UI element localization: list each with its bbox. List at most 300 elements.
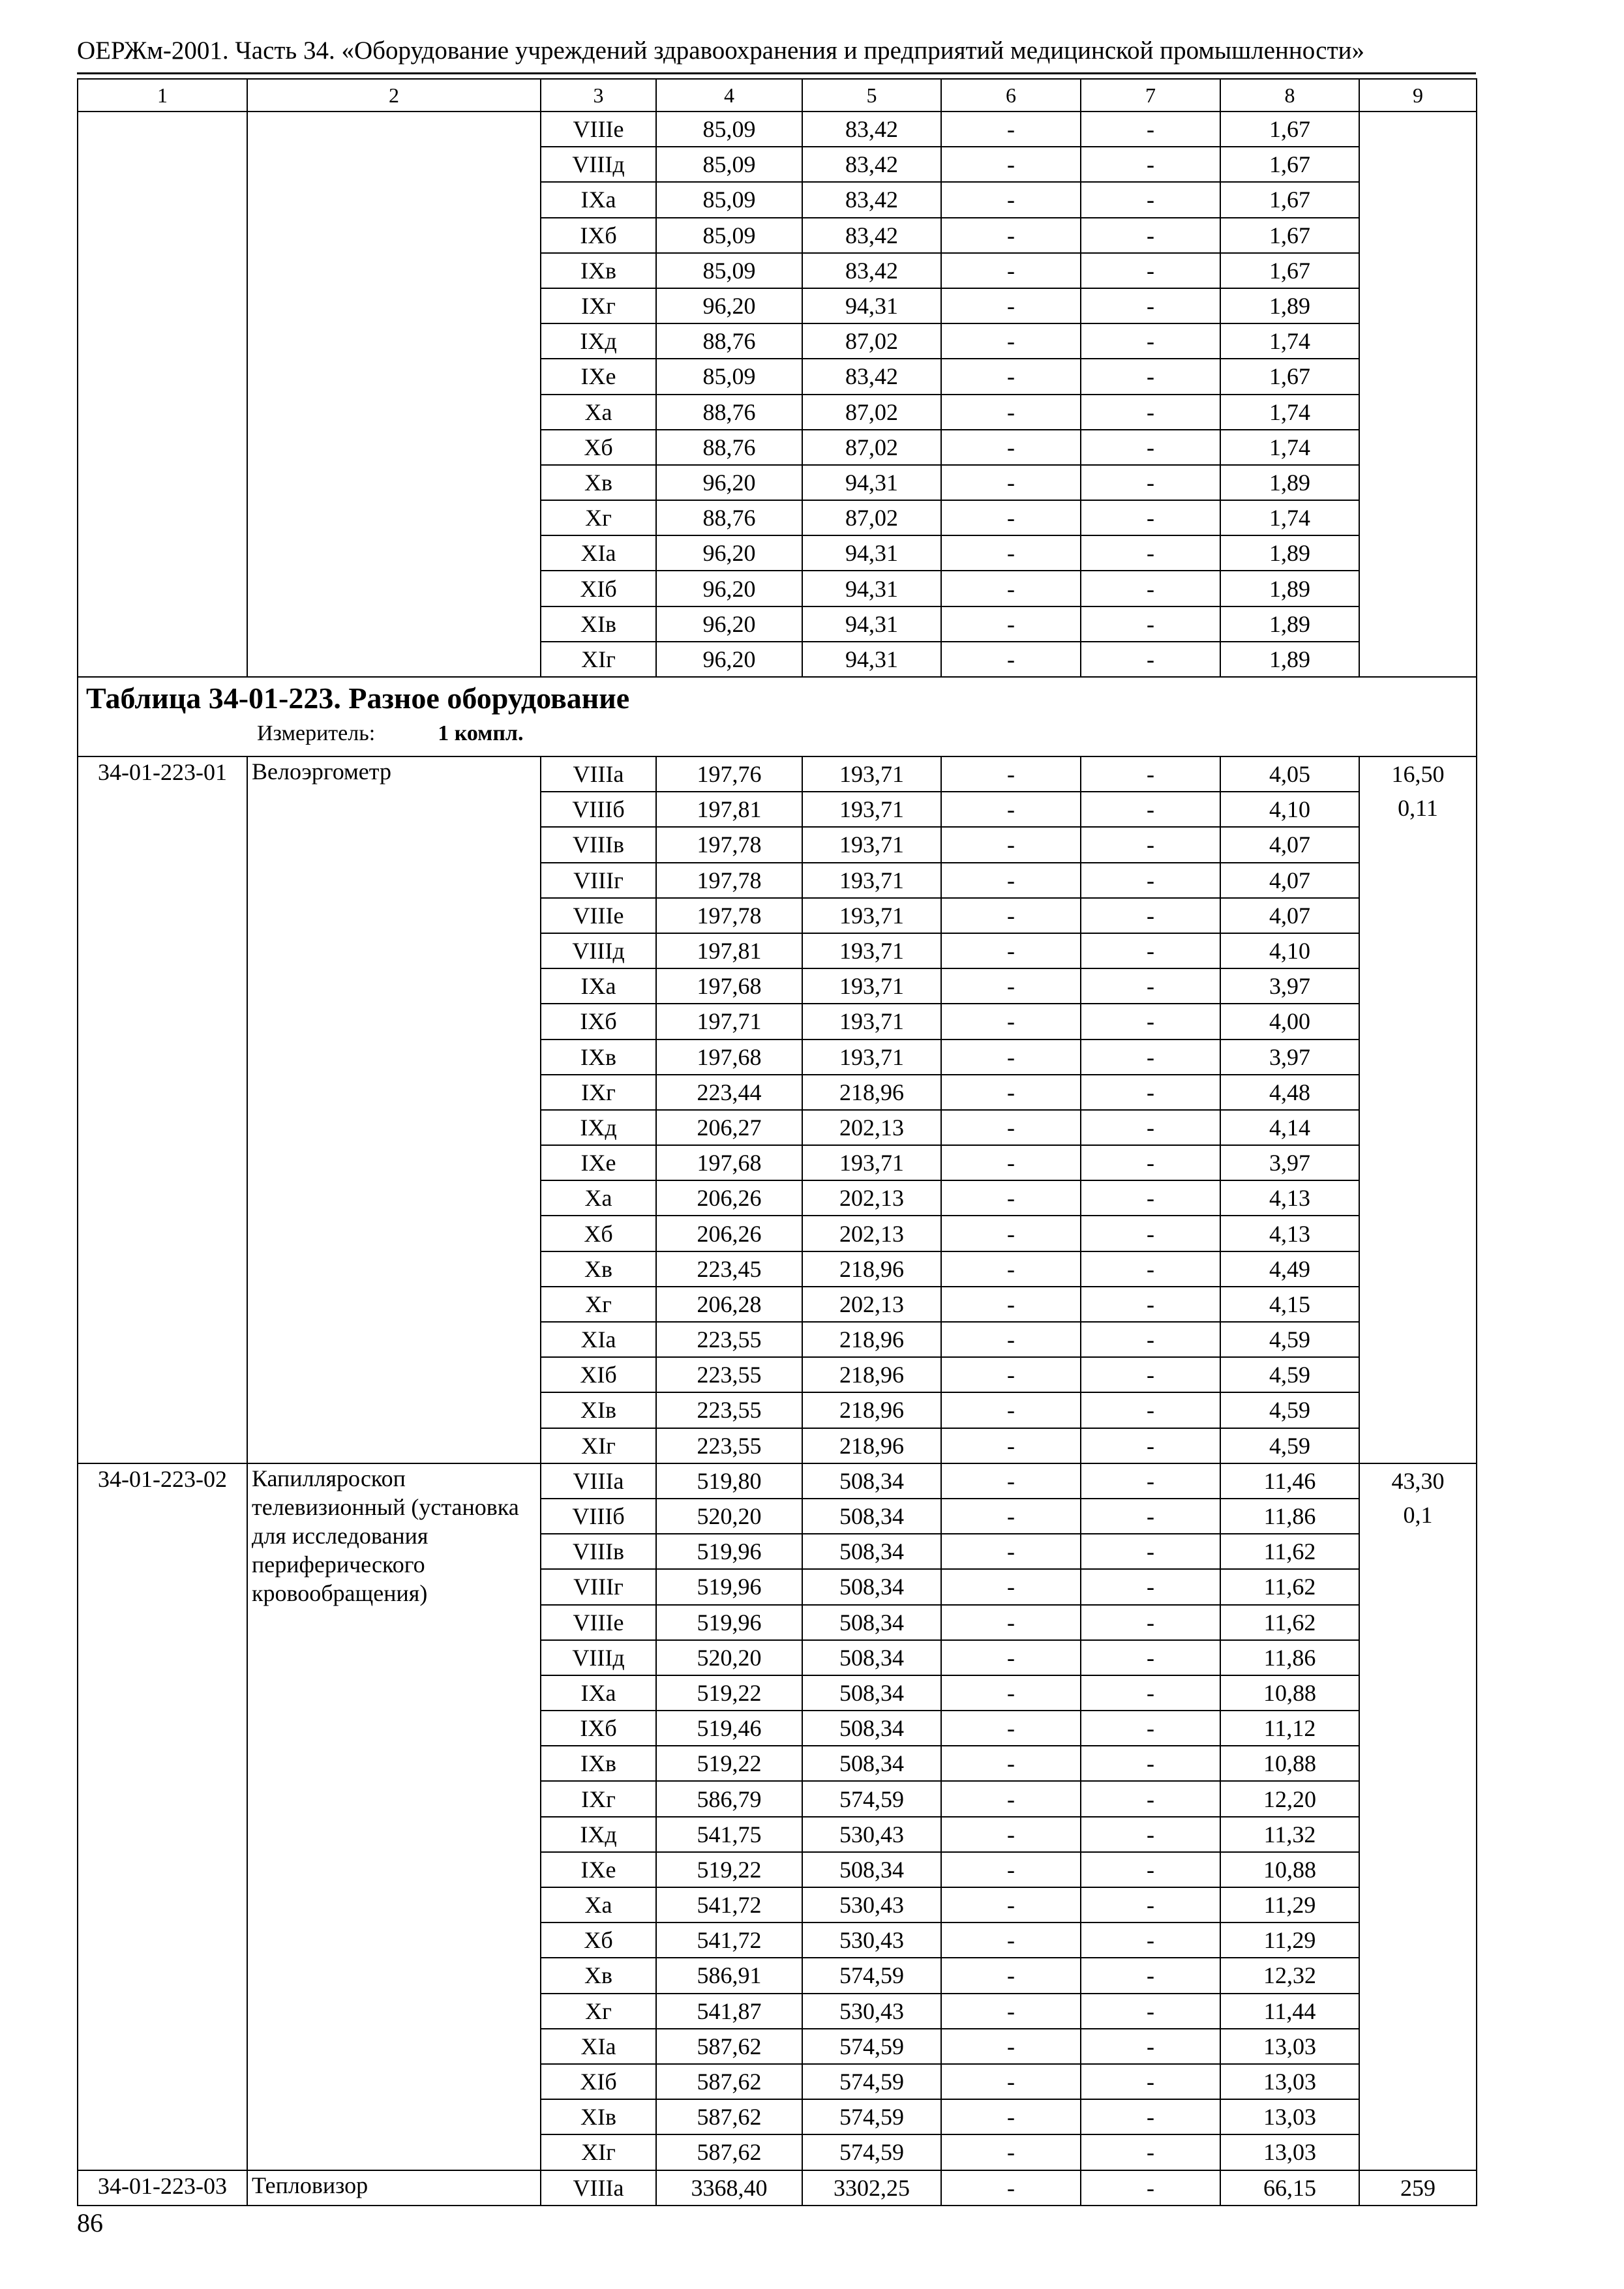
- item-extra-values: [1359, 2170, 1477, 2206]
- value-col8: 1,67: [1220, 218, 1359, 253]
- extra-value: 259: [1400, 2174, 1436, 2201]
- value-col8: 4,49: [1220, 1251, 1359, 1287]
- value-col4: 88,76: [656, 395, 802, 430]
- value-col7: -: [1081, 1958, 1220, 1993]
- value-col4: 519,96: [656, 1534, 802, 1569]
- table-row: [78, 2170, 1477, 2206]
- meter-label: Измеритель:: [257, 721, 376, 745]
- value-col6: -: [941, 1392, 1081, 1428]
- value-col7: -: [1081, 1922, 1220, 1958]
- value-col5: 83,42: [802, 147, 941, 182]
- value-col8: 1,67: [1220, 182, 1359, 217]
- value-col6: -: [941, 1569, 1081, 1604]
- value-col4: 96,20: [656, 642, 802, 677]
- value-col5: 530,43: [802, 1922, 941, 1958]
- column-number: 3: [541, 79, 656, 112]
- column-number: 6: [941, 79, 1081, 112]
- value-col4: 197,76: [656, 756, 802, 792]
- value-col8: 11,29: [1220, 1887, 1359, 1922]
- zone-cell: Xб: [541, 430, 656, 465]
- value-col6: -: [941, 1534, 1081, 1569]
- value-col7: -: [1081, 288, 1220, 323]
- zone-cell: VIIIе: [541, 1605, 656, 1640]
- value-col5: 193,71: [802, 756, 941, 792]
- value-col8: 4,07: [1220, 898, 1359, 933]
- zone-cell: VIIIб: [541, 1499, 656, 1534]
- value-col8: 11,62: [1220, 1605, 1359, 1640]
- zone-cell: XIб: [541, 2064, 656, 2099]
- value-col4: 587,62: [656, 2029, 802, 2064]
- value-col4: 96,20: [656, 535, 802, 571]
- value-col7: -: [1081, 1040, 1220, 1075]
- value-col5: 87,02: [802, 323, 941, 359]
- value-col6: -: [941, 430, 1081, 465]
- value-col6: -: [941, 359, 1081, 394]
- value-col8: 11,86: [1220, 1640, 1359, 1675]
- value-col5: 87,02: [802, 430, 941, 465]
- value-col5: 3302,25: [802, 2170, 941, 2206]
- value-col6: -: [941, 1110, 1081, 1145]
- value-col6: -: [941, 1357, 1081, 1392]
- value-col6: -: [941, 1675, 1081, 1711]
- extra-value: 0,11: [1398, 795, 1438, 822]
- value-col6: -: [941, 395, 1081, 430]
- value-col6: -: [941, 1852, 1081, 1887]
- item-extra-values: [1359, 1463, 1477, 2170]
- value-col4: 88,76: [656, 430, 802, 465]
- value-col7: -: [1081, 465, 1220, 500]
- value-col4: 85,09: [656, 359, 802, 394]
- value-col8: 12,20: [1220, 1781, 1359, 1816]
- value-col8: 3,97: [1220, 968, 1359, 1004]
- zone-cell: XIа: [541, 1322, 656, 1357]
- column-number-row: [78, 79, 1477, 112]
- value-col6: -: [941, 2029, 1081, 2064]
- value-col7: -: [1081, 1004, 1220, 1039]
- value-col4: 223,55: [656, 1357, 802, 1392]
- value-col7: -: [1081, 1216, 1220, 1251]
- value-col6: -: [941, 253, 1081, 288]
- value-col6: -: [941, 606, 1081, 642]
- value-col7: -: [1081, 535, 1220, 571]
- value-col8: 4,59: [1220, 1428, 1359, 1463]
- value-col5: 218,96: [802, 1075, 941, 1110]
- column-number: 5: [802, 79, 941, 112]
- value-col6: -: [941, 898, 1081, 933]
- value-col4: 223,55: [656, 1428, 802, 1463]
- column-number: 7: [1081, 79, 1220, 112]
- value-col4: 586,91: [656, 1958, 802, 1993]
- item-name: Капилляроскоп телевизионный (установка для исследования периферического кровообращения): [247, 1463, 541, 2170]
- zone-cell: VIIIг: [541, 1569, 656, 1604]
- value-col7: -: [1081, 1534, 1220, 1569]
- value-col7: -: [1081, 1569, 1220, 1604]
- value-col5: 94,31: [802, 465, 941, 500]
- zone-cell: IXа: [541, 1675, 656, 1711]
- value-col5: 508,34: [802, 1463, 941, 1499]
- zone-cell: Xб: [541, 1922, 656, 1958]
- zone-cell: IXб: [541, 1004, 656, 1039]
- value-col8: 11,62: [1220, 1534, 1359, 1569]
- value-col8: 11,12: [1220, 1711, 1359, 1746]
- value-col6: -: [941, 2099, 1081, 2134]
- zone-cell: XIа: [541, 535, 656, 571]
- value-col7: -: [1081, 182, 1220, 217]
- value-col4: 96,20: [656, 571, 802, 606]
- rates-table: [77, 78, 1477, 2206]
- value-col6: -: [941, 1287, 1081, 1322]
- zone-cell: IXв: [541, 1040, 656, 1075]
- table-row: [78, 756, 1477, 792]
- value-col5: 83,42: [802, 182, 941, 217]
- value-col5: 94,31: [802, 535, 941, 571]
- value-col8: 11,29: [1220, 1922, 1359, 1958]
- zone-cell: VIIIа: [541, 1463, 656, 1499]
- value-col5: 193,71: [802, 827, 941, 862]
- value-col4: 197,78: [656, 898, 802, 933]
- value-col6: -: [941, 1322, 1081, 1357]
- value-col7: -: [1081, 1817, 1220, 1852]
- column-number: 4: [656, 79, 802, 112]
- zone-cell: VIIIд: [541, 1640, 656, 1675]
- value-col8: 1,67: [1220, 253, 1359, 288]
- column-number: 9: [1359, 79, 1477, 112]
- value-col6: -: [941, 2170, 1081, 2206]
- value-col8: 4,14: [1220, 1110, 1359, 1145]
- value-col7: -: [1081, 253, 1220, 288]
- page-header: ОЕРЖм-2001. Часть 34. «Оборудование учреждений здравоохранения и предприятий медицинской промышленности»: [77, 37, 1364, 65]
- value-col6: -: [941, 1428, 1081, 1463]
- value-col7: -: [1081, 1110, 1220, 1145]
- value-col4: 541,75: [656, 1817, 802, 1852]
- value-col4: 197,78: [656, 863, 802, 898]
- zone-cell: IXг: [541, 288, 656, 323]
- zone-cell: IXа: [541, 968, 656, 1004]
- value-col7: -: [1081, 1994, 1220, 2029]
- extra-value: 43,30: [1391, 1467, 1445, 1494]
- value-col4: 587,62: [656, 2064, 802, 2099]
- value-col7: -: [1081, 571, 1220, 606]
- zone-cell: XIа: [541, 2029, 656, 2064]
- value-col5: 530,43: [802, 1994, 941, 2029]
- value-col4: 96,20: [656, 288, 802, 323]
- value-col8: 3,97: [1220, 1145, 1359, 1180]
- column-number: 1: [78, 79, 247, 112]
- item-name: Велоэргометр: [247, 756, 541, 1463]
- value-col8: 4,59: [1220, 1322, 1359, 1357]
- zone-cell: XIб: [541, 1357, 656, 1392]
- value-col5: 94,31: [802, 571, 941, 606]
- zone-cell: VIIIе: [541, 898, 656, 933]
- value-col5: 94,31: [802, 288, 941, 323]
- value-col8: 13,03: [1220, 2134, 1359, 2170]
- value-col4: 85,09: [656, 112, 802, 147]
- value-col4: 85,09: [656, 253, 802, 288]
- value-col8: 13,03: [1220, 2064, 1359, 2099]
- value-col8: 1,89: [1220, 571, 1359, 606]
- zone-cell: XIв: [541, 606, 656, 642]
- value-col6: -: [941, 792, 1081, 827]
- value-col6: -: [941, 1075, 1081, 1110]
- item-extra-values: [1359, 756, 1477, 1463]
- value-col8: 12,32: [1220, 1958, 1359, 1993]
- value-col5: 574,59: [802, 2064, 941, 2099]
- table-title-cell: [78, 677, 1477, 756]
- zone-cell: IXг: [541, 1781, 656, 1816]
- table-row: [78, 112, 1477, 147]
- zone-cell: IXе: [541, 1145, 656, 1180]
- value-col7: -: [1081, 1251, 1220, 1287]
- zone-cell: IXд: [541, 1817, 656, 1852]
- value-col7: -: [1081, 359, 1220, 394]
- value-col8: 4,05: [1220, 756, 1359, 792]
- value-col5: 193,71: [802, 968, 941, 1004]
- value-col6: -: [941, 571, 1081, 606]
- zone-cell: IXд: [541, 1110, 656, 1145]
- column-number: 8: [1220, 79, 1359, 112]
- value-col4: 96,20: [656, 606, 802, 642]
- value-col4: 519,22: [656, 1852, 802, 1887]
- value-col8: 1,67: [1220, 112, 1359, 147]
- value-col6: -: [941, 1180, 1081, 1216]
- value-col6: -: [941, 863, 1081, 898]
- value-col8: 4,13: [1220, 1180, 1359, 1216]
- value-col6: -: [941, 1216, 1081, 1251]
- value-col7: -: [1081, 792, 1220, 827]
- value-col7: -: [1081, 218, 1220, 253]
- value-col5: 574,59: [802, 2099, 941, 2134]
- value-col5: 574,59: [802, 2134, 941, 2170]
- zone-cell: IXв: [541, 1746, 656, 1781]
- zone-cell: IXб: [541, 218, 656, 253]
- item-code: 34-01-223-02: [78, 1463, 247, 2170]
- value-col7: -: [1081, 863, 1220, 898]
- value-col4: 206,26: [656, 1216, 802, 1251]
- table-title-row: [78, 677, 1477, 756]
- value-col7: -: [1081, 430, 1220, 465]
- zone-cell: IXг: [541, 1075, 656, 1110]
- value-col8: 1,89: [1220, 535, 1359, 571]
- value-col4: 519,80: [656, 1463, 802, 1499]
- value-col8: 3,97: [1220, 1040, 1359, 1075]
- value-col4: 206,26: [656, 1180, 802, 1216]
- value-col5: 193,71: [802, 1145, 941, 1180]
- zone-cell: VIIIа: [541, 2170, 656, 2206]
- value-col6: -: [941, 500, 1081, 535]
- value-col6: -: [941, 323, 1081, 359]
- value-col8: 1,67: [1220, 147, 1359, 182]
- value-col8: 1,89: [1220, 465, 1359, 500]
- zone-cell: VIIIд: [541, 933, 656, 968]
- value-col7: -: [1081, 1887, 1220, 1922]
- table-title: Таблица 34-01-223. Разное оборудование: [86, 681, 630, 715]
- zone-cell: Xв: [541, 1958, 656, 1993]
- zone-cell: XIг: [541, 2134, 656, 2170]
- value-col7: -: [1081, 1499, 1220, 1534]
- value-col6: -: [941, 1605, 1081, 1640]
- zone-cell: IXб: [541, 1711, 656, 1746]
- value-col8: 4,00: [1220, 1004, 1359, 1039]
- value-col5: 202,13: [802, 1216, 941, 1251]
- zone-cell: XIг: [541, 1428, 656, 1463]
- value-col5: 218,96: [802, 1357, 941, 1392]
- value-col8: 11,44: [1220, 1994, 1359, 2029]
- value-col5: 193,71: [802, 1004, 941, 1039]
- zone-cell: XIг: [541, 642, 656, 677]
- value-col6: -: [941, 2134, 1081, 2170]
- value-col8: 1,74: [1220, 395, 1359, 430]
- value-col6: -: [941, 1887, 1081, 1922]
- value-col8: 4,15: [1220, 1287, 1359, 1322]
- value-col6: -: [941, 1817, 1081, 1852]
- value-col5: 574,59: [802, 1781, 941, 1816]
- value-col4: 88,76: [656, 500, 802, 535]
- value-col5: 508,34: [802, 1746, 941, 1781]
- value-col7: -: [1081, 1463, 1220, 1499]
- value-col8: 13,03: [1220, 2099, 1359, 2134]
- value-col7: -: [1081, 756, 1220, 792]
- value-col7: -: [1081, 1781, 1220, 1816]
- value-col4: 197,81: [656, 933, 802, 968]
- value-col5: 202,13: [802, 1287, 941, 1322]
- value-col6: -: [941, 1040, 1081, 1075]
- value-col7: -: [1081, 112, 1220, 147]
- zone-cell: VIIIд: [541, 147, 656, 182]
- value-col5: 193,71: [802, 792, 941, 827]
- value-col5: 508,34: [802, 1852, 941, 1887]
- value-col4: 519,96: [656, 1569, 802, 1604]
- value-col4: 541,72: [656, 1922, 802, 1958]
- value-col6: -: [941, 1640, 1081, 1675]
- value-col4: 520,20: [656, 1640, 802, 1675]
- value-col5: 574,59: [802, 2029, 941, 2064]
- value-col4: 85,09: [656, 218, 802, 253]
- value-col6: -: [941, 1781, 1081, 1816]
- zone-cell: VIIIб: [541, 792, 656, 827]
- value-col4: 519,22: [656, 1675, 802, 1711]
- value-col8: 10,88: [1220, 1675, 1359, 1711]
- value-col5: 508,34: [802, 1711, 941, 1746]
- value-col7: -: [1081, 323, 1220, 359]
- value-col7: -: [1081, 2099, 1220, 2134]
- value-col7: -: [1081, 2170, 1220, 2206]
- value-col7: -: [1081, 1640, 1220, 1675]
- value-col4: 519,96: [656, 1605, 802, 1640]
- value-col5: 94,31: [802, 606, 941, 642]
- value-col7: -: [1081, 933, 1220, 968]
- zone-cell: VIIIа: [541, 756, 656, 792]
- value-col8: 1,89: [1220, 642, 1359, 677]
- value-col4: 223,45: [656, 1251, 802, 1287]
- zone-cell: VIIIе: [541, 112, 656, 147]
- value-col5: 87,02: [802, 500, 941, 535]
- value-col5: 83,42: [802, 218, 941, 253]
- value-col7: -: [1081, 1180, 1220, 1216]
- value-col7: -: [1081, 606, 1220, 642]
- value-col8: 1,89: [1220, 288, 1359, 323]
- value-col8: 11,32: [1220, 1817, 1359, 1852]
- value-col5: 218,96: [802, 1428, 941, 1463]
- value-col5: 508,34: [802, 1569, 941, 1604]
- value-col8: 4,07: [1220, 863, 1359, 898]
- value-col7: -: [1081, 1746, 1220, 1781]
- value-col7: -: [1081, 898, 1220, 933]
- value-col8: 4,10: [1220, 792, 1359, 827]
- value-col4: 197,71: [656, 1004, 802, 1039]
- value-col4: 197,81: [656, 792, 802, 827]
- value-col4: 586,79: [656, 1781, 802, 1816]
- value-col6: -: [941, 1463, 1081, 1499]
- value-col5: 83,42: [802, 112, 941, 147]
- zone-cell: VIIIв: [541, 827, 656, 862]
- item-extra-values: [1359, 112, 1477, 677]
- value-col4: 206,28: [656, 1287, 802, 1322]
- value-col6: -: [941, 1922, 1081, 1958]
- zone-cell: VIIIг: [541, 863, 656, 898]
- value-col7: -: [1081, 1287, 1220, 1322]
- zone-cell: Xа: [541, 1180, 656, 1216]
- value-col7: -: [1081, 642, 1220, 677]
- value-col5: 202,13: [802, 1110, 941, 1145]
- item-code: [78, 112, 247, 677]
- value-col7: -: [1081, 395, 1220, 430]
- zone-cell: Xа: [541, 395, 656, 430]
- value-col7: -: [1081, 1675, 1220, 1711]
- value-col5: 193,71: [802, 933, 941, 968]
- value-col7: -: [1081, 1605, 1220, 1640]
- value-col6: -: [941, 642, 1081, 677]
- value-col4: 197,68: [656, 968, 802, 1004]
- value-col4: 206,27: [656, 1110, 802, 1145]
- zone-cell: IXв: [541, 253, 656, 288]
- value-col8: 4,59: [1220, 1357, 1359, 1392]
- value-col7: -: [1081, 1322, 1220, 1357]
- value-col7: -: [1081, 1075, 1220, 1110]
- zone-cell: Xв: [541, 465, 656, 500]
- value-col8: 11,46: [1220, 1463, 1359, 1499]
- value-col6: -: [941, 2064, 1081, 2099]
- zone-cell: Xг: [541, 1994, 656, 2029]
- zone-cell: VIIIв: [541, 1534, 656, 1569]
- value-col6: -: [941, 756, 1081, 792]
- value-col5: 574,59: [802, 1958, 941, 1993]
- value-col4: 223,55: [656, 1322, 802, 1357]
- value-col5: 508,34: [802, 1605, 941, 1640]
- value-col5: 508,34: [802, 1675, 941, 1711]
- value-col4: 88,76: [656, 323, 802, 359]
- value-col7: -: [1081, 2134, 1220, 2170]
- zone-cell: IXе: [541, 1852, 656, 1887]
- item-code: 34-01-223-01: [78, 756, 247, 1463]
- value-col8: 1,67: [1220, 359, 1359, 394]
- column-number: 2: [247, 79, 541, 112]
- value-col5: 530,43: [802, 1887, 941, 1922]
- value-col6: -: [941, 218, 1081, 253]
- value-col5: 193,71: [802, 1040, 941, 1075]
- value-col5: 508,34: [802, 1534, 941, 1569]
- value-col8: 10,88: [1220, 1852, 1359, 1887]
- meter-value: 1 компл.: [438, 721, 524, 745]
- value-col8: 10,88: [1220, 1746, 1359, 1781]
- value-col7: -: [1081, 1428, 1220, 1463]
- value-col7: -: [1081, 827, 1220, 862]
- value-col5: 83,42: [802, 253, 941, 288]
- value-col6: -: [941, 1145, 1081, 1180]
- value-col8: 13,03: [1220, 2029, 1359, 2064]
- zone-cell: XIв: [541, 1392, 656, 1428]
- value-col4: 519,22: [656, 1746, 802, 1781]
- item-name: [247, 112, 541, 677]
